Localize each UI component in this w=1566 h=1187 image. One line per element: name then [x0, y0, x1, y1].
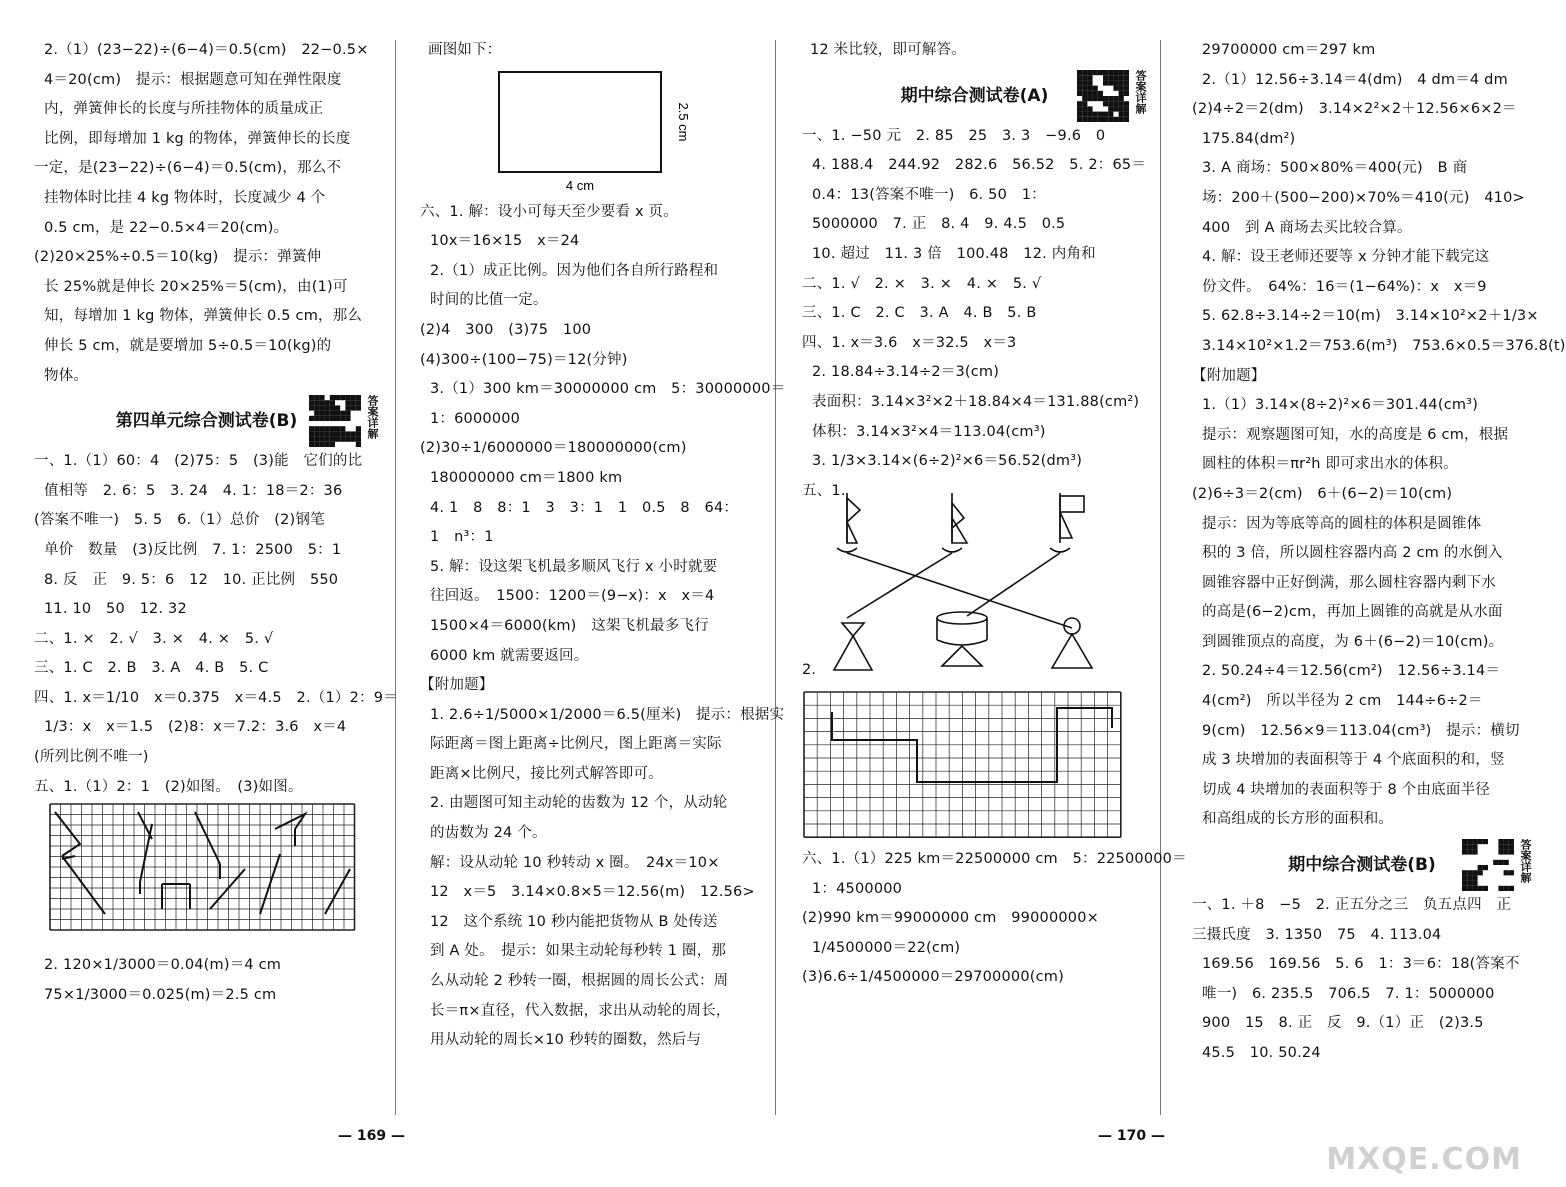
text-line: 3.14×10²×1.2＝753.6(m³) 753.6×0.5＝376.8(t): [1202, 337, 1566, 354]
rectangle-figure: [475, 66, 775, 194]
text-line: 9(cm) 12.56×9＝113.04(cm³) 提示：横切: [1202, 722, 1520, 739]
text-line: 么从动轮 2 秒转一圈，根据圆的周长公式：周: [430, 973, 729, 990]
text-line: (2)30÷1/6000000＝180000000(cm): [420, 440, 687, 457]
answer-block: [34, 951, 379, 1010]
text-line: 1 n³：1: [430, 529, 494, 546]
question-label: 2.: [802, 662, 817, 679]
text-line: 2. 18.84÷3.14÷2＝3(cm): [812, 364, 1000, 381]
text-line: 1：6000000: [430, 410, 521, 427]
text-line: 4＝20(cm) 提示：根据题意可知在弹性限度: [44, 71, 342, 88]
text-line: 6000 km 就需要返回。: [430, 647, 589, 664]
section-header: [1192, 839, 1532, 891]
text-line: 4. 解：设王老师还要等 x 分钟才能下载完这: [1202, 249, 1490, 266]
text-line: 三、1. C 2. B 3. A 4. B 5. C: [34, 660, 269, 677]
text-line: 二、1. × 2. √ 3. × 4. × 5. √: [34, 630, 274, 647]
qr-note: 答案详解: [366, 395, 379, 440]
section-title: 期中综合测试卷(A): [900, 85, 1049, 106]
text-line: 比例，即每增加 1 kg 的物体，弹簧伸长的长度: [44, 130, 351, 147]
text-line: 成 3 块增加的表面积等于 4 个底面积的和，竖: [1202, 752, 1505, 769]
text-line: 【附加题】: [1192, 367, 1266, 384]
answer-block: [420, 198, 786, 1056]
page-gutter: [775, 40, 776, 1115]
text-line: 3.（1）300 km＝30000000 cm 5：30000000＝: [430, 381, 786, 398]
text-line: 物体。: [44, 367, 89, 384]
text-line: (2)4 300 (3)75 100: [420, 321, 592, 338]
text-line: 12 x＝5 3.14×0.8×5＝12.56(m) 12.56>: [430, 884, 755, 901]
text-line: (所列比例不唯一): [34, 749, 149, 766]
text-line: 2. 120×1/3000＝0.04(m)＝4 cm: [44, 957, 282, 974]
qr-note: 答案详解: [1134, 69, 1147, 114]
continued-line: 12 米比较，即可解答。: [810, 42, 966, 58]
page-number-right: — 170 —: [1098, 1128, 1165, 1144]
text-line: 1：4500000: [812, 880, 903, 897]
text-line: 29700000 cm＝297 km: [1202, 42, 1376, 58]
text-line: 的齿数为 24 个。: [430, 825, 547, 842]
figure-intro: 画图如下：: [428, 42, 502, 58]
section-header: [34, 395, 379, 447]
text-line: 的高是(6−2)cm，再加上圆锥的高就是从水面: [1202, 604, 1503, 621]
text-line: (2)6÷3＝2(cm) 6＋(6−2)＝10(cm): [1192, 485, 1453, 502]
column-3: [802, 36, 1187, 993]
column-divider: [395, 40, 396, 1115]
text-line: 8. 反 正 9. 5：6 12 10. 正比例 550: [44, 571, 339, 588]
text-line: 际距离＝图上距离÷比例尺，图上距离＝实际: [430, 736, 722, 753]
text-line: (2)20×25%÷0.5＝10(kg) 提示：弹簧伸: [34, 249, 322, 266]
section-title: 第四单元综合测试卷(B): [115, 411, 298, 432]
text-line: 10x＝16×15 x＝24: [430, 233, 580, 250]
text-line: 175.84(dm²): [1202, 130, 1296, 147]
column-divider: [1160, 40, 1161, 1115]
text-line: 六、1. 解：设小可每天至少要看 x 页。: [420, 203, 678, 220]
text-line: 长 25%就是伸长 20×25%＝5(cm)，由(1)可: [44, 278, 348, 295]
text-line: 2.（1）成正比例。因为他们各自所行路程和: [430, 262, 719, 279]
text-line: 【附加题】: [420, 677, 494, 694]
text-line: 5. 解：设这架飞机最多顺风飞行 x 小时就要: [430, 558, 718, 575]
text-line: (3)6.6÷1/4500000＝29700000(cm): [802, 969, 1064, 986]
text-line: 1500×4＝6000(km) 这架飞机最多飞行: [430, 617, 709, 634]
text-line: 2. 50.24÷4＝12.56(cm²) 12.56÷3.14＝: [1202, 663, 1501, 680]
text-line: 表面积：3.14×3²×2＋18.84×4＝131.88(cm²): [812, 393, 1140, 410]
answer-block: [1192, 891, 1532, 1069]
text-line: (答案不唯一) 5. 5 6.（1）总价 (2)钢笔: [34, 512, 325, 529]
text-line: 三、1. C 2. C 3. A 4. B 5. B: [802, 305, 1037, 322]
grid-drawing-figure: [802, 690, 1142, 835]
section-title: 期中综合测试卷(B): [1288, 855, 1436, 876]
text-line: 圆锥容器中正好倒满，那么圆柱容器内剩下水: [1202, 574, 1496, 591]
text-line: 六、1.（1）225 km＝22500000 cm 5：22500000＝: [802, 850, 1187, 867]
text-line: 4. 188.4 244.92 282.6 56.52 5. 2：65＝: [812, 157, 1147, 174]
text-line: 距离×比例尺，接比列式解答即可。: [430, 765, 663, 782]
text-line: 2.（1）12.56÷3.14＝4(dm) 4 dm＝4 dm: [1202, 71, 1508, 88]
page-number-left: — 169 —: [338, 1128, 405, 1144]
column-2: [420, 36, 786, 1056]
text-line: 和高组成的长方形的面积和。: [1202, 811, 1394, 828]
text-line: 四、1. x＝1/10 x＝0.375 x＝4.5 2.（1）2：9＝: [34, 689, 398, 706]
text-line: 提示：观察题图可知，水的高度是 6 cm，根据: [1202, 426, 1509, 443]
qr-code-icon: [1077, 70, 1129, 122]
text-line: 长＝π×直径，代入数据，求出从动轮的周长，: [430, 1002, 731, 1019]
text-line: 三摄氏度 3. 1350 75 4. 113.04: [1192, 926, 1442, 943]
answer-block: [34, 36, 379, 391]
text-line: 唯一) 6. 235.5 706.5 7. 1：5000000: [1202, 985, 1495, 1002]
text-line: (4)300÷(100−75)＝12(分钟): [420, 351, 628, 368]
column-1: [34, 36, 398, 1010]
text-line: 5000000 7. 正 8. 4 9. 4.5 0.5: [812, 216, 1066, 233]
answer-block: [1192, 36, 1566, 835]
text-line: 解：设从动轮 10 秒转动 x 圈。 24x＝10×: [430, 854, 720, 871]
watermark: MXQE.COM: [1326, 1142, 1522, 1177]
text-line: 一、1. ＋8 −5 2. 正五分之三 负五点四 正: [1192, 897, 1512, 914]
text-line: 3. A 商场：500×80%＝400(元) B 商: [1202, 160, 1468, 177]
text-line: 切成 4 块增加的表面积等于 8 个由底面半径: [1202, 781, 1490, 798]
answer-block: [802, 122, 1147, 507]
text-line: 单价 数量 (3)反比例 7. 1：2500 5：1: [44, 541, 342, 558]
text-line: 值相等 2. 6：5 3. 24 4. 1：18＝2：36: [44, 482, 343, 499]
text-line: 到圆锥顶点的高度，为 6＋(6−2)＝10(cm)。: [1202, 633, 1504, 650]
rect-height-label: 2.5 cm: [676, 102, 691, 142]
rect-width-label: 4 cm: [565, 177, 595, 193]
text-line: 挂物体时比挂 4 kg 物体时，长度减少 4 个: [44, 189, 326, 206]
qr-code-icon: [1462, 839, 1514, 891]
qr-note: 答案详解: [1519, 839, 1532, 884]
text-line: 900 15 8. 正 反 9.（1）正 (2)3.5: [1202, 1015, 1484, 1032]
text-line: 400 到 A 商场去买比较合算。: [1202, 219, 1412, 236]
text-line: 1/3：x x＝1.5 (2)8：x＝7.2：3.6 x＝4: [44, 719, 347, 736]
text-line: 往回返。 1500：1200＝(9−x)：x x＝4: [430, 588, 715, 605]
text-line: 1/4500000＝22(cm): [812, 939, 961, 956]
text-line: 知，每增加 1 kg 物体，弹簧伸长 0.5 cm，那么: [44, 308, 363, 325]
text-line: (2)990 km＝99000000 cm 99000000×: [802, 910, 1100, 927]
text-line: 五、1.（1）2：1 (2)如图。 (3)如图。: [34, 778, 303, 795]
section-header: [802, 70, 1147, 122]
text-line: 积的 3 倍，所以圆柱容器内高 2 cm 的水倒入: [1202, 545, 1503, 562]
text-line: 圆柱的体积＝πr²h 即可求出水的体积。: [1202, 456, 1458, 473]
text-line: 二、1. √ 2. × 3. × 4. × 5. √: [802, 275, 1042, 292]
text-line: 10. 超过 11. 3 倍 100.48 12. 内角和: [812, 245, 1096, 262]
text-line: 45.5 10. 50.24: [1202, 1045, 1321, 1061]
text-line: 75×1/3000＝0.025(m)＝2.5 cm: [44, 986, 277, 1003]
text-line: 一、1.（1）60：4 (2)75：5 (3)能 它们的比: [34, 453, 363, 470]
text-line: 体积：3.14×3²×4＝113.04(cm³): [812, 423, 1046, 440]
text-line: 169.56 169.56 5. 6 1：3＝6：18(答案不: [1202, 956, 1520, 973]
text-line: 时间的比值一定。: [430, 292, 548, 309]
text-line: 0.4：13(答案不唯一) 6. 50 1：: [812, 186, 1046, 203]
text-line: 伸长 5 cm，就是要增加 5÷0.5＝10(kg)的: [44, 337, 332, 354]
grid-drawing-figure: [50, 804, 360, 939]
text-line: 180000000 cm＝1800 km: [430, 469, 623, 486]
text-line: 一定，是(23−22)÷(6−4)＝0.5(cm)，那么不: [34, 160, 342, 177]
text-line: 0.5 cm，是 22−0.5×4＝20(cm)。: [44, 219, 289, 236]
flag-rotation-figure: [822, 488, 1122, 658]
text-line: 4(cm²) 所以半径为 2 cm 144÷6÷2＝: [1202, 693, 1483, 710]
text-line: 2.（1）(23−22)÷(6−4)＝0.5(cm) 22−0.5×: [44, 42, 369, 58]
text-line: 12 这个系统 10 秒内能把货物从 B 处传送: [430, 913, 718, 930]
answer-block: [34, 447, 398, 802]
text-line: 1.（1）3.14×(8÷2)²×6＝301.44(cm³): [1202, 397, 1479, 414]
text-line: 4. 1 8 8：1 3 3：1 1 0.5 8 64：: [430, 499, 739, 516]
text-line: (2)4÷2＝2(dm) 3.14×2²×2＋12.56×6×2＝: [1192, 101, 1517, 118]
text-line: 到 A 处。 提示：如果主动轮每秒转 1 圈，那: [430, 943, 727, 960]
text-line: 3. 1/3×3.14×(6÷2)²×6＝56.52(dm³): [812, 453, 1083, 470]
column-4: [1192, 36, 1566, 1069]
answer-block: [802, 845, 1187, 993]
text-line: 份文件。 64%：16＝(1−64%)：x x＝9: [1202, 278, 1487, 295]
text-line: 五、1.: [802, 482, 846, 499]
text-line: 场：200＋(500−200)×70%＝410(元) 410>: [1202, 189, 1525, 206]
text-line: 用从动轮的周长×10 秒转的圈数，然后与: [430, 1032, 702, 1049]
text-line: 内，弹簧伸长的长度与所挂物体的质量成正: [44, 101, 324, 118]
text-line: 一、1. −50 元 2. 85 25 3. 3 −9.6 0: [802, 127, 1106, 144]
text-line: 2. 由题图可知主动轮的齿数为 12 个，从动轮: [430, 795, 728, 812]
text-line: 11. 10 50 12. 32: [44, 601, 187, 618]
text-line: 1. 2.6÷1/5000×1/2000＝6.5(厘米) 提示：根据实: [430, 706, 785, 723]
text-line: 四、1. x＝3.6 x＝32.5 x＝3: [802, 334, 1017, 351]
qr-code-icon: [309, 395, 361, 447]
text-line: 5. 62.8÷3.14÷2＝10(m) 3.14×10²×2＋1/3×: [1202, 308, 1539, 325]
text-line: 提示：因为等底等高的圆柱的体积是圆锥体: [1202, 515, 1482, 532]
